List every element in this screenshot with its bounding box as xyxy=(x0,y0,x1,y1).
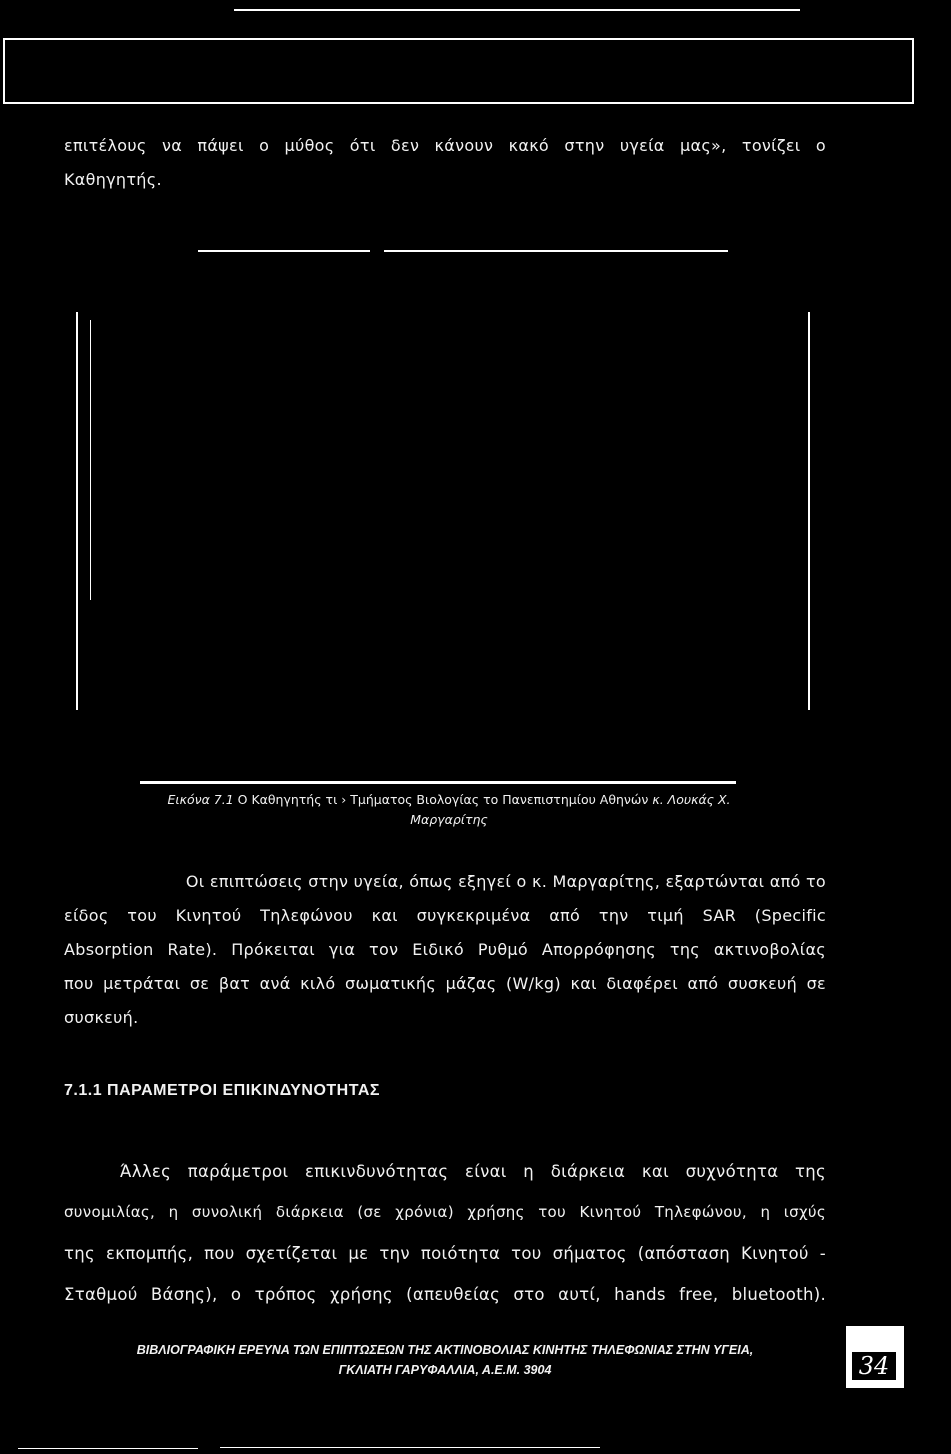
figure-top-rule-right xyxy=(384,250,728,252)
paragraph-sar-line-5: συσκευή. xyxy=(64,1008,139,1027)
figure-caption xyxy=(90,790,808,830)
figure-label: Εικόνα 7.1 xyxy=(167,792,234,807)
page-number: 34 xyxy=(850,1350,898,1382)
bottom-rule-right xyxy=(220,1447,600,1448)
figure-top-rule-left xyxy=(198,250,370,252)
paragraph-intro-line-1: επιτέλους να πάψει ο μύθος ότι δεν κάνουν κακό στην υγεία μας», τονίζει ο xyxy=(64,136,826,155)
paragraph-sar xyxy=(64,865,826,1035)
paragraph-sar-line-3: Absorption Rate). Πρόκειται για τον Ειδικό Ρυθμό Απορρόφησης της ακτινοβολίας xyxy=(64,940,826,959)
footer-line-2: ΓΚΛΙΑΤΗ ΓΑΡΥΦΑΛΛΙΑ, Α.Ε.Μ. 3904 xyxy=(338,1363,552,1377)
figure-bottom-rule xyxy=(140,781,736,784)
paragraph-params-line-1: Άλλες παράμετροι επικινδυνότητας είναι η διάρκεια και συχνότητα της xyxy=(120,1162,826,1181)
paragraph-params-line-2: συνομιλίας, η συνολική διάρκεια (σε χρόνια) χρήσης του Κινητού Τηλεφώνου, η ισχύς xyxy=(64,1203,826,1221)
bottom-rule-left xyxy=(18,1448,198,1449)
figure-caption-text: Ο Καθηγητής τι › Τμήματος Βιολογίας το Πανεπιστημίου Αθηνών xyxy=(233,792,653,807)
paragraph-sar-line-4: που μετράται σε βατ ανά κιλό σωματικής μάζας (W/kg) και διαφέρει από συσκευή σε xyxy=(64,974,826,993)
paragraph-intro xyxy=(64,129,826,197)
page-footer xyxy=(60,1340,830,1380)
top-rule xyxy=(234,9,800,11)
page-number-box xyxy=(846,1326,904,1388)
paragraph-params-line-3: της εκπομπής, που σχετίζεται με την ποιότητα του σήματος (απόσταση Κινητού - xyxy=(64,1244,826,1263)
figure-caption-name-2: Μαργαρίτης xyxy=(410,812,488,827)
paragraph-params xyxy=(64,1151,826,1315)
paragraph-sar-line-1: Οι επιπτώσεις στην υγεία, όπως εξηγεί ο κ. Μαργαρίτης, εξαρτώνται από το xyxy=(185,872,826,891)
paragraph-sar-line-2: είδος του Κινητού Τηλεφώνου και συγκεκριμένα από την τιμή SAR (Specific xyxy=(64,906,826,925)
paragraph-intro-line-2: Καθηγητής. xyxy=(64,170,162,189)
figure-photo xyxy=(76,312,810,710)
figure-caption-line-1 xyxy=(90,790,808,810)
paragraph-params-line-4: Σταθμού Βάσης), ο τρόπος χρήσης (απευθείας στο αυτί, hands free, bluetooth). xyxy=(64,1285,826,1304)
footer-line-1: ΒΙΒΛΙΟΓΡΑΦΙΚΗ ΕΡΕΥΝΑ ΤΩΝ ΕΠΙΠΤΩΣΕΩΝ ΤΗΣ ΑΚΤΙΝΟΒΟΛΙΑΣ ΚΙΝΗΤΗΣ ΤΗΛΕΦΩΝΙΑΣ ΣΤΗΝ ΥΓΕΙΑ, xyxy=(136,1343,754,1357)
figure-caption-name-1: κ. Λουκάς Χ. xyxy=(652,792,731,807)
section-heading: 7.1.1 ΠΑΡΑΜΕΤΡΟΙ ΕΠΙΚΙΝΔΥΝΟΤΗΤΑΣ xyxy=(64,1082,380,1099)
figure-inner-left-line xyxy=(90,320,91,600)
header-box xyxy=(3,38,914,104)
